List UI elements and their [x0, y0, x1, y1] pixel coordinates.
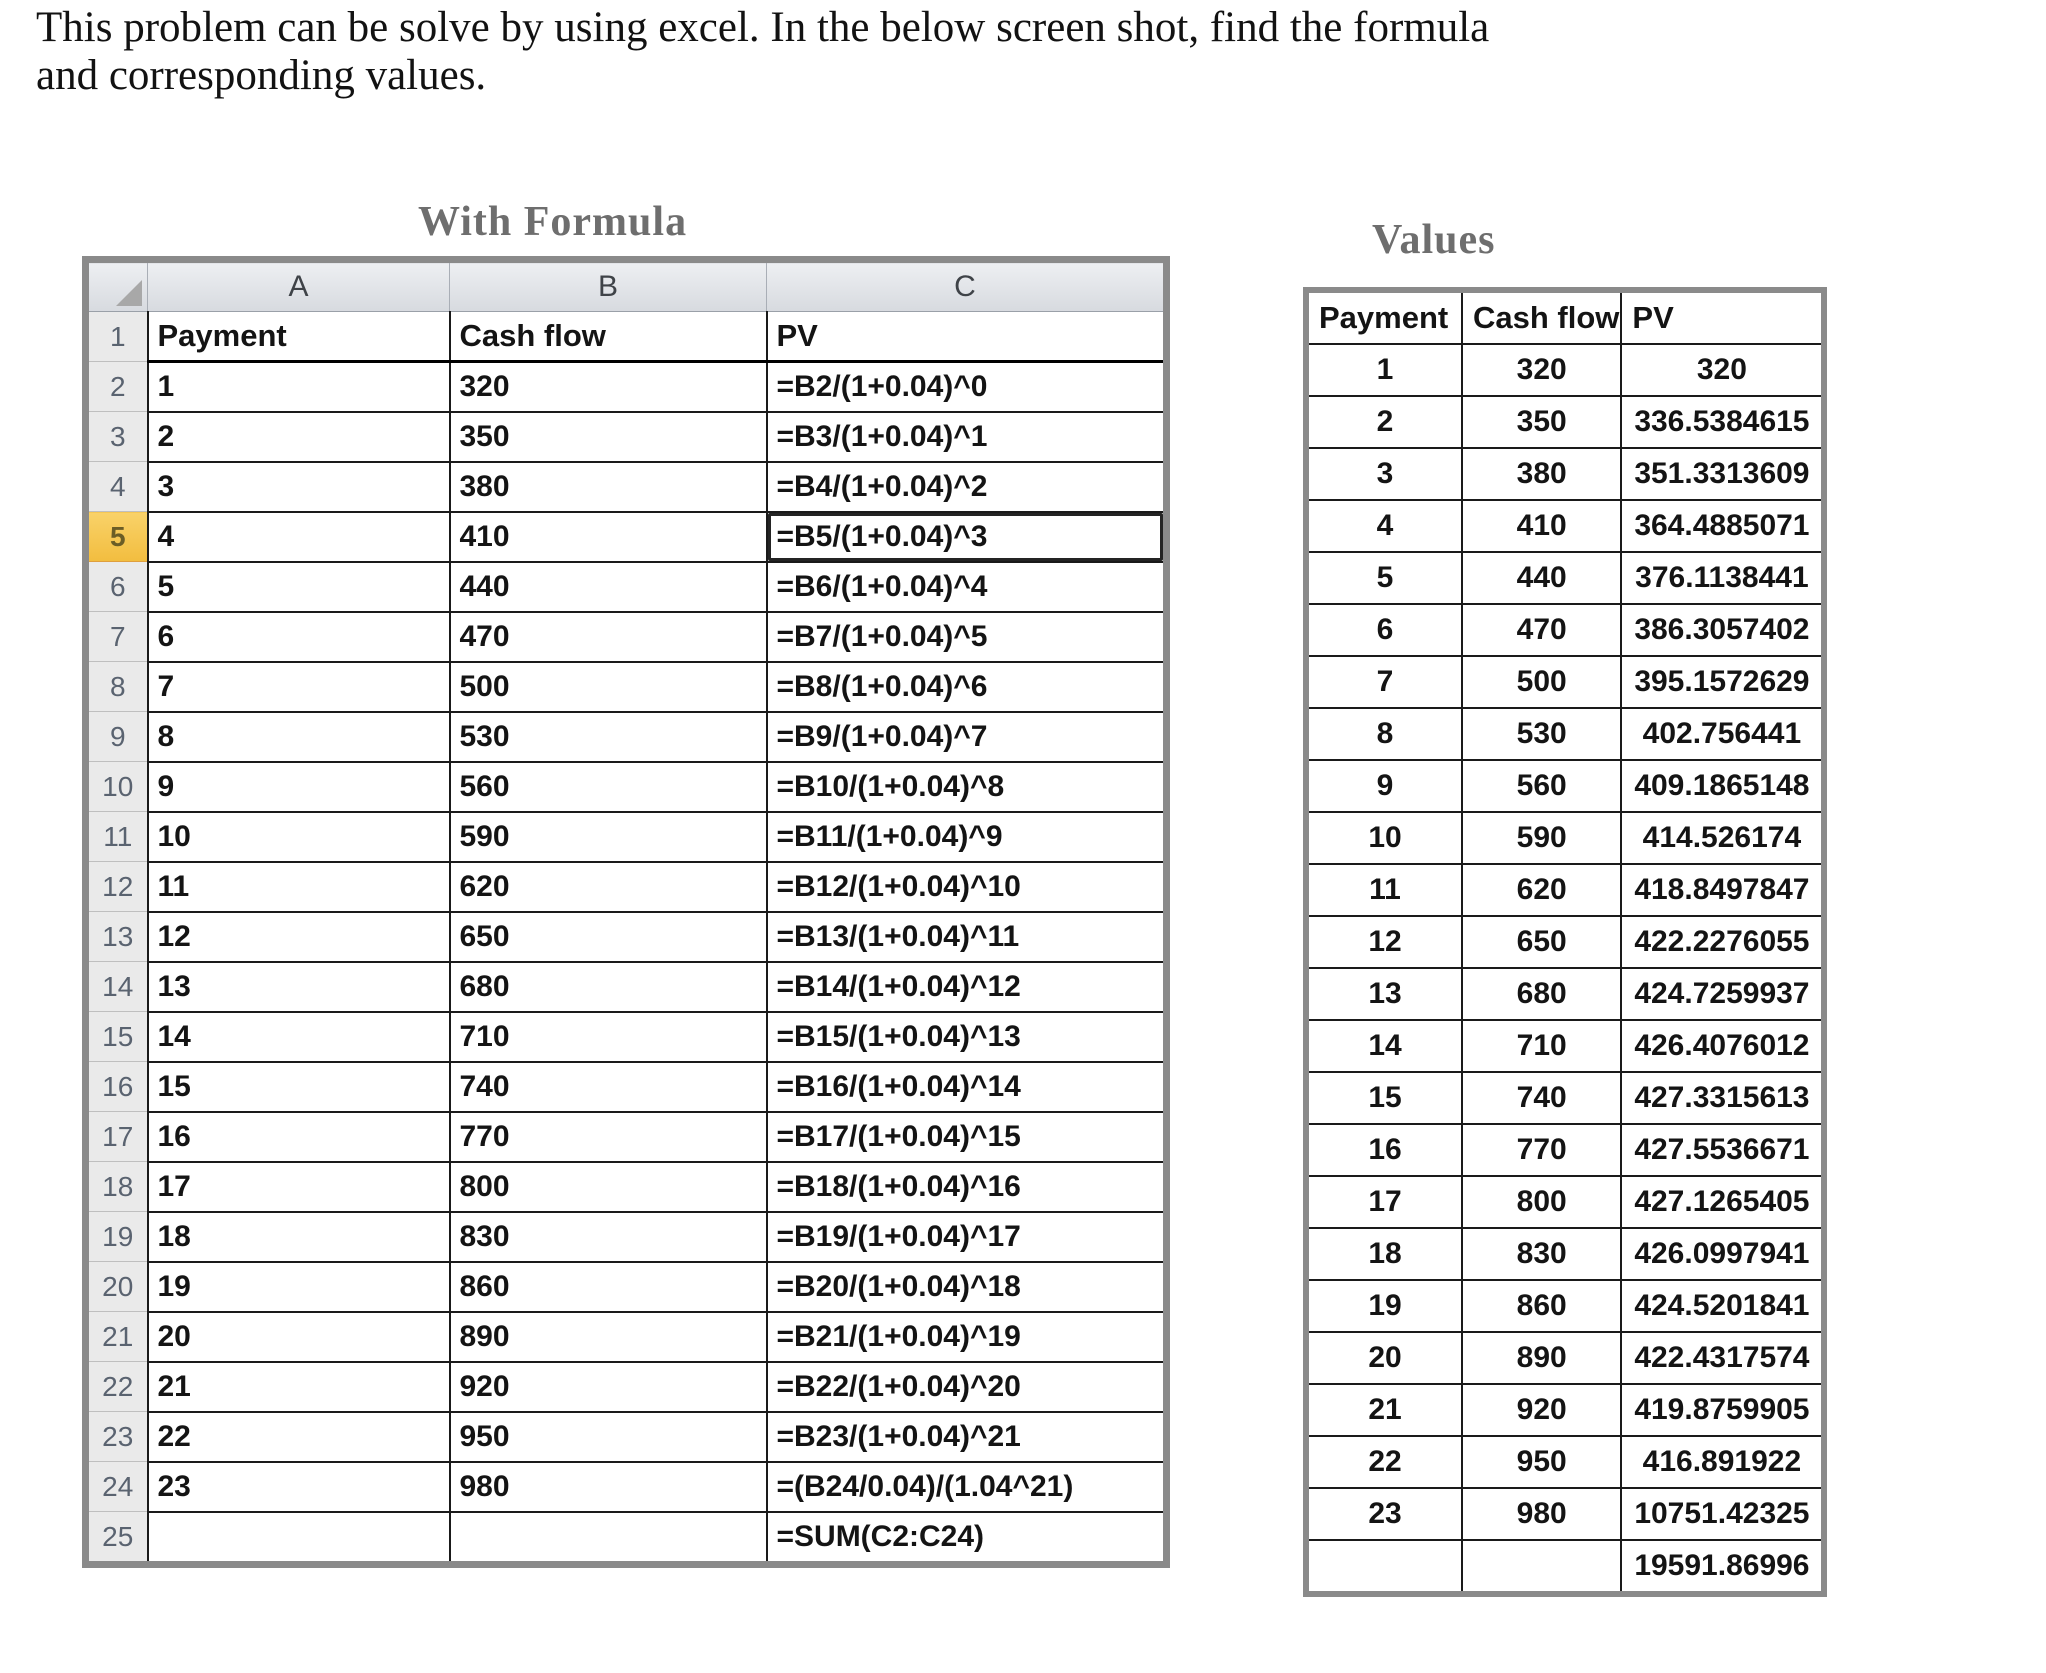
cell-C13: =B13/(1+0.04)^11	[767, 912, 1167, 962]
select-all-corner	[86, 260, 148, 312]
row-header-23: 23	[86, 1412, 148, 1462]
cell-B24: 980	[450, 1462, 767, 1512]
row-header-12: 12	[86, 862, 148, 912]
cell-A14: 13	[148, 962, 450, 1012]
cell-B10: 560	[450, 762, 767, 812]
values-pv-cell: 427.3315613	[1621, 1072, 1824, 1124]
row-header-14: 14	[86, 962, 148, 1012]
values-row	[1306, 448, 1824, 500]
row-header-1: 1	[86, 312, 148, 362]
cell-B23: 950	[450, 1412, 767, 1462]
sheet-row-17	[86, 1112, 1167, 1162]
cell-A3: 2	[148, 412, 450, 462]
values-pv-cell: 320	[1621, 344, 1824, 396]
cell-A6: 5	[148, 562, 450, 612]
cell-C9: =B9/(1+0.04)^7	[767, 712, 1167, 762]
row-header-5: 5	[86, 512, 148, 562]
values-payment-cell: 13	[1306, 968, 1462, 1020]
values-payment-cell: 20	[1306, 1332, 1462, 1384]
cell-B4: 380	[450, 462, 767, 512]
sheet-row-7	[86, 612, 1167, 662]
values-payment-cell: 19	[1306, 1280, 1462, 1332]
row-header-19: 19	[86, 1212, 148, 1262]
values-row	[1306, 1072, 1824, 1124]
sheet-row-9	[86, 712, 1167, 762]
values-payment-cell: 3	[1306, 448, 1462, 500]
cell-C12: =B12/(1+0.04)^10	[767, 862, 1167, 912]
values-pv-cell: 351.3313609	[1621, 448, 1824, 500]
values-total-cashflow-cell	[1462, 1540, 1621, 1594]
values-pv-cell: 395.1572629	[1621, 656, 1824, 708]
values-payment-cell: 5	[1306, 552, 1462, 604]
values-cashflow-cell: 380	[1462, 448, 1621, 500]
intro-line-1: This problem can be solve by using excel. In the below screen shot, find the formula	[36, 4, 1490, 51]
row-header-8: 8	[86, 662, 148, 712]
values-cashflow-cell: 590	[1462, 812, 1621, 864]
sheet-header-row	[86, 312, 1167, 362]
row-header-4: 4	[86, 462, 148, 512]
values-cashflow-cell: 980	[1462, 1488, 1621, 1540]
values-payment-cell: 22	[1306, 1436, 1462, 1488]
values-cashflow-cell: 770	[1462, 1124, 1621, 1176]
select-all-triangle-icon	[116, 280, 142, 306]
cell-C14: =B14/(1+0.04)^12	[767, 962, 1167, 1012]
values-payment-cell: 8	[1306, 708, 1462, 760]
values-cashflow-cell: 920	[1462, 1384, 1621, 1436]
cell-A22: 21	[148, 1362, 450, 1412]
cell-B16: 740	[450, 1062, 767, 1112]
intro-text	[36, 4, 1636, 100]
row-header-17: 17	[86, 1112, 148, 1162]
values-cashflow-cell: 800	[1462, 1176, 1621, 1228]
intro-line-2: and corresponding values.	[36, 52, 487, 100]
sheet-row-19	[86, 1212, 1167, 1262]
cell-C10: =B10/(1+0.04)^8	[767, 762, 1167, 812]
values-payment-cell: 7	[1306, 656, 1462, 708]
column-header-c: C	[767, 260, 1167, 312]
cell-B8: 500	[450, 662, 767, 712]
values-pv-cell: 364.4885071	[1621, 500, 1824, 552]
cell-B19: 830	[450, 1212, 767, 1262]
cell-C16: =B16/(1+0.04)^14	[767, 1062, 1167, 1112]
cell-A9: 8	[148, 712, 450, 762]
values-table	[1303, 287, 1827, 1597]
values-row	[1306, 1228, 1824, 1280]
cell-C23: =B23/(1+0.04)^21	[767, 1412, 1167, 1462]
values-row	[1306, 916, 1824, 968]
values-payment-cell: 12	[1306, 916, 1462, 968]
formula-sheet-table	[82, 256, 1170, 1568]
values-payment-cell: 17	[1306, 1176, 1462, 1228]
values-pv-cell: 10751.42325	[1621, 1488, 1824, 1540]
row-header-21: 21	[86, 1312, 148, 1362]
cell-B12: 620	[450, 862, 767, 912]
cell-C4: =B4/(1+0.04)^2	[767, 462, 1167, 512]
cell-C15: =B15/(1+0.04)^13	[767, 1012, 1167, 1062]
cell-B17: 770	[450, 1112, 767, 1162]
sheet-row-22	[86, 1362, 1167, 1412]
cell-A11: 10	[148, 812, 450, 862]
values-payment-cell: 18	[1306, 1228, 1462, 1280]
cell-C18: =B18/(1+0.04)^16	[767, 1162, 1167, 1212]
cell-A2: 1	[148, 362, 450, 412]
row-header-9: 9	[86, 712, 148, 762]
formula-sheet-title: With Formula	[418, 199, 688, 245]
sheet-row-21	[86, 1312, 1167, 1362]
cell-C1: PV	[767, 312, 1167, 362]
cell-A13: 12	[148, 912, 450, 962]
cell-A1: Payment	[148, 312, 450, 362]
cell-A25	[148, 1512, 450, 1565]
sheet-row-12	[86, 862, 1167, 912]
row-header-11: 11	[86, 812, 148, 862]
values-row	[1306, 708, 1824, 760]
row-header-7: 7	[86, 612, 148, 662]
cell-C17: =B17/(1+0.04)^15	[767, 1112, 1167, 1162]
cell-C5: =B5/(1+0.04)^3	[767, 512, 1167, 562]
cell-C20: =B20/(1+0.04)^18	[767, 1262, 1167, 1312]
values-row	[1306, 552, 1824, 604]
values-col-header-cash-flow: Cash flow	[1462, 290, 1621, 344]
values-cashflow-cell: 620	[1462, 864, 1621, 916]
row-header-20: 20	[86, 1262, 148, 1312]
values-pv-cell: 426.0997941	[1621, 1228, 1824, 1280]
cell-C8: =B8/(1+0.04)^6	[767, 662, 1167, 712]
values-row	[1306, 968, 1824, 1020]
cell-B21: 890	[450, 1312, 767, 1362]
cell-A16: 15	[148, 1062, 450, 1112]
row-header-18: 18	[86, 1162, 148, 1212]
values-payment-cell: 15	[1306, 1072, 1462, 1124]
column-letters-row	[86, 260, 1167, 312]
cell-B7: 470	[450, 612, 767, 662]
sheet-row-20	[86, 1262, 1167, 1312]
values-row	[1306, 1488, 1824, 1540]
values-pv-cell: 414.526174	[1621, 812, 1824, 864]
cell-C19: =B19/(1+0.04)^17	[767, 1212, 1167, 1262]
values-cashflow-cell: 830	[1462, 1228, 1621, 1280]
values-cashflow-cell: 410	[1462, 500, 1621, 552]
cell-C7: =B7/(1+0.04)^5	[767, 612, 1167, 662]
values-payment-cell: 6	[1306, 604, 1462, 656]
cell-C25: =SUM(C2:C24)	[767, 1512, 1167, 1565]
cell-B15: 710	[450, 1012, 767, 1062]
values-pv-cell: 424.7259937	[1621, 968, 1824, 1020]
cell-C3: =B3/(1+0.04)^1	[767, 412, 1167, 462]
values-pv-cell: 402.756441	[1621, 708, 1824, 760]
values-row	[1306, 344, 1824, 396]
values-payment-cell: 11	[1306, 864, 1462, 916]
values-cashflow-cell: 320	[1462, 344, 1621, 396]
row-header-24: 24	[86, 1462, 148, 1512]
cell-A10: 9	[148, 762, 450, 812]
values-cashflow-cell: 740	[1462, 1072, 1621, 1124]
cell-A12: 11	[148, 862, 450, 912]
cell-B18: 800	[450, 1162, 767, 1212]
row-header-16: 16	[86, 1062, 148, 1112]
values-payment-cell: 23	[1306, 1488, 1462, 1540]
cell-B25	[450, 1512, 767, 1565]
values-cashflow-cell: 350	[1462, 396, 1621, 448]
cell-A7: 6	[148, 612, 450, 662]
cell-C6: =B6/(1+0.04)^4	[767, 562, 1167, 612]
row-header-6: 6	[86, 562, 148, 612]
values-pv-cell: 422.2276055	[1621, 916, 1824, 968]
cell-B6: 440	[450, 562, 767, 612]
values-pv-cell: 426.4076012	[1621, 1020, 1824, 1072]
sheet-row-15	[86, 1012, 1167, 1062]
cell-B22: 920	[450, 1362, 767, 1412]
values-row	[1306, 1020, 1824, 1072]
values-row	[1306, 500, 1824, 552]
sheet-row-18	[86, 1162, 1167, 1212]
values-pv-cell: 386.3057402	[1621, 604, 1824, 656]
row-header-25: 25	[86, 1512, 148, 1565]
sheet-row-16	[86, 1062, 1167, 1112]
cell-B20: 860	[450, 1262, 767, 1312]
values-total-row	[1306, 1540, 1824, 1594]
values-row	[1306, 604, 1824, 656]
values-row	[1306, 1332, 1824, 1384]
sheet-row-25	[86, 1512, 1167, 1565]
cell-C11: =B11/(1+0.04)^9	[767, 812, 1167, 862]
sheet-row-23	[86, 1412, 1167, 1462]
values-pv-cell: 427.5536671	[1621, 1124, 1824, 1176]
values-cashflow-cell: 860	[1462, 1280, 1621, 1332]
values-row	[1306, 812, 1824, 864]
values-total-payment-cell	[1306, 1540, 1462, 1594]
cell-A23: 22	[148, 1412, 450, 1462]
values-payment-cell: 10	[1306, 812, 1462, 864]
column-header-a: A	[148, 260, 450, 312]
values-payment-cell: 14	[1306, 1020, 1462, 1072]
cell-A24: 23	[148, 1462, 450, 1512]
values-payment-cell: 21	[1306, 1384, 1462, 1436]
values-row	[1306, 1124, 1824, 1176]
values-pv-cell: 422.4317574	[1621, 1332, 1824, 1384]
sheet-row-11	[86, 812, 1167, 862]
row-header-22: 22	[86, 1362, 148, 1412]
sheet-row-2	[86, 362, 1167, 412]
sheet-row-4	[86, 462, 1167, 512]
values-row	[1306, 656, 1824, 708]
cell-B9: 530	[450, 712, 767, 762]
row-header-15: 15	[86, 1012, 148, 1062]
sheet-row-24	[86, 1462, 1167, 1512]
cell-B1: Cash flow	[450, 312, 767, 362]
values-row	[1306, 1280, 1824, 1332]
cell-C21: =B21/(1+0.04)^19	[767, 1312, 1167, 1362]
cell-A19: 18	[148, 1212, 450, 1262]
sheet-row-5	[86, 512, 1167, 562]
values-row	[1306, 396, 1824, 448]
cell-B11: 590	[450, 812, 767, 862]
column-header-b: B	[450, 260, 767, 312]
values-row	[1306, 1436, 1824, 1488]
cell-B14: 680	[450, 962, 767, 1012]
sheet-row-14	[86, 962, 1167, 1012]
values-cashflow-cell: 440	[1462, 552, 1621, 604]
values-cashflow-cell: 950	[1462, 1436, 1621, 1488]
cell-C22: =B22/(1+0.04)^20	[767, 1362, 1167, 1412]
values-pv-cell: 418.8497847	[1621, 864, 1824, 916]
values-cashflow-cell: 650	[1462, 916, 1621, 968]
values-payment-cell: 16	[1306, 1124, 1462, 1176]
row-header-2: 2	[86, 362, 148, 412]
cell-B13: 650	[450, 912, 767, 962]
values-pv-cell: 409.1865148	[1621, 760, 1824, 812]
cell-C2: =B2/(1+0.04)^0	[767, 362, 1167, 412]
values-row	[1306, 760, 1824, 812]
sheet-row-8	[86, 662, 1167, 712]
values-pv-cell: 419.8759905	[1621, 1384, 1824, 1436]
cell-A15: 14	[148, 1012, 450, 1062]
cell-A8: 7	[148, 662, 450, 712]
cell-A4: 3	[148, 462, 450, 512]
cell-C24: =(B24/0.04)/(1.04^21)	[767, 1462, 1167, 1512]
sheet-row-6	[86, 562, 1167, 612]
values-payment-cell: 2	[1306, 396, 1462, 448]
values-pv-cell: 427.1265405	[1621, 1176, 1824, 1228]
cell-A5: 4	[148, 512, 450, 562]
values-total-pv-cell: 19591.86996	[1621, 1540, 1824, 1594]
sheet-row-3	[86, 412, 1167, 462]
values-col-header-payment: Payment	[1306, 290, 1462, 344]
values-row	[1306, 864, 1824, 916]
values-row	[1306, 1384, 1824, 1436]
values-cashflow-cell: 680	[1462, 968, 1621, 1020]
cell-B5: 410	[450, 512, 767, 562]
row-header-3: 3	[86, 412, 148, 462]
cell-B3: 350	[450, 412, 767, 462]
values-header-row	[1306, 290, 1824, 344]
cell-A21: 20	[148, 1312, 450, 1362]
sheet-row-10	[86, 762, 1167, 812]
values-cashflow-cell: 890	[1462, 1332, 1621, 1384]
values-pv-cell: 376.1138441	[1621, 552, 1824, 604]
values-cashflow-cell: 710	[1462, 1020, 1621, 1072]
values-payment-cell: 1	[1306, 344, 1462, 396]
values-pv-cell: 424.5201841	[1621, 1280, 1824, 1332]
row-header-10: 10	[86, 762, 148, 812]
values-cashflow-cell: 500	[1462, 656, 1621, 708]
row-header-13: 13	[86, 912, 148, 962]
values-cashflow-cell: 530	[1462, 708, 1621, 760]
values-pv-cell: 336.5384615	[1621, 396, 1824, 448]
sheet-row-13	[86, 912, 1167, 962]
values-sheet-title: Values	[1372, 217, 1496, 263]
values-cashflow-cell: 560	[1462, 760, 1621, 812]
values-cashflow-cell: 470	[1462, 604, 1621, 656]
cell-A20: 19	[148, 1262, 450, 1312]
cell-A17: 16	[148, 1112, 450, 1162]
values-payment-cell: 4	[1306, 500, 1462, 552]
values-pv-cell: 416.891922	[1621, 1436, 1824, 1488]
values-row	[1306, 1176, 1824, 1228]
cell-B2: 320	[450, 362, 767, 412]
values-payment-cell: 9	[1306, 760, 1462, 812]
values-col-header-pv: PV	[1621, 290, 1824, 344]
cell-A18: 17	[148, 1162, 450, 1212]
